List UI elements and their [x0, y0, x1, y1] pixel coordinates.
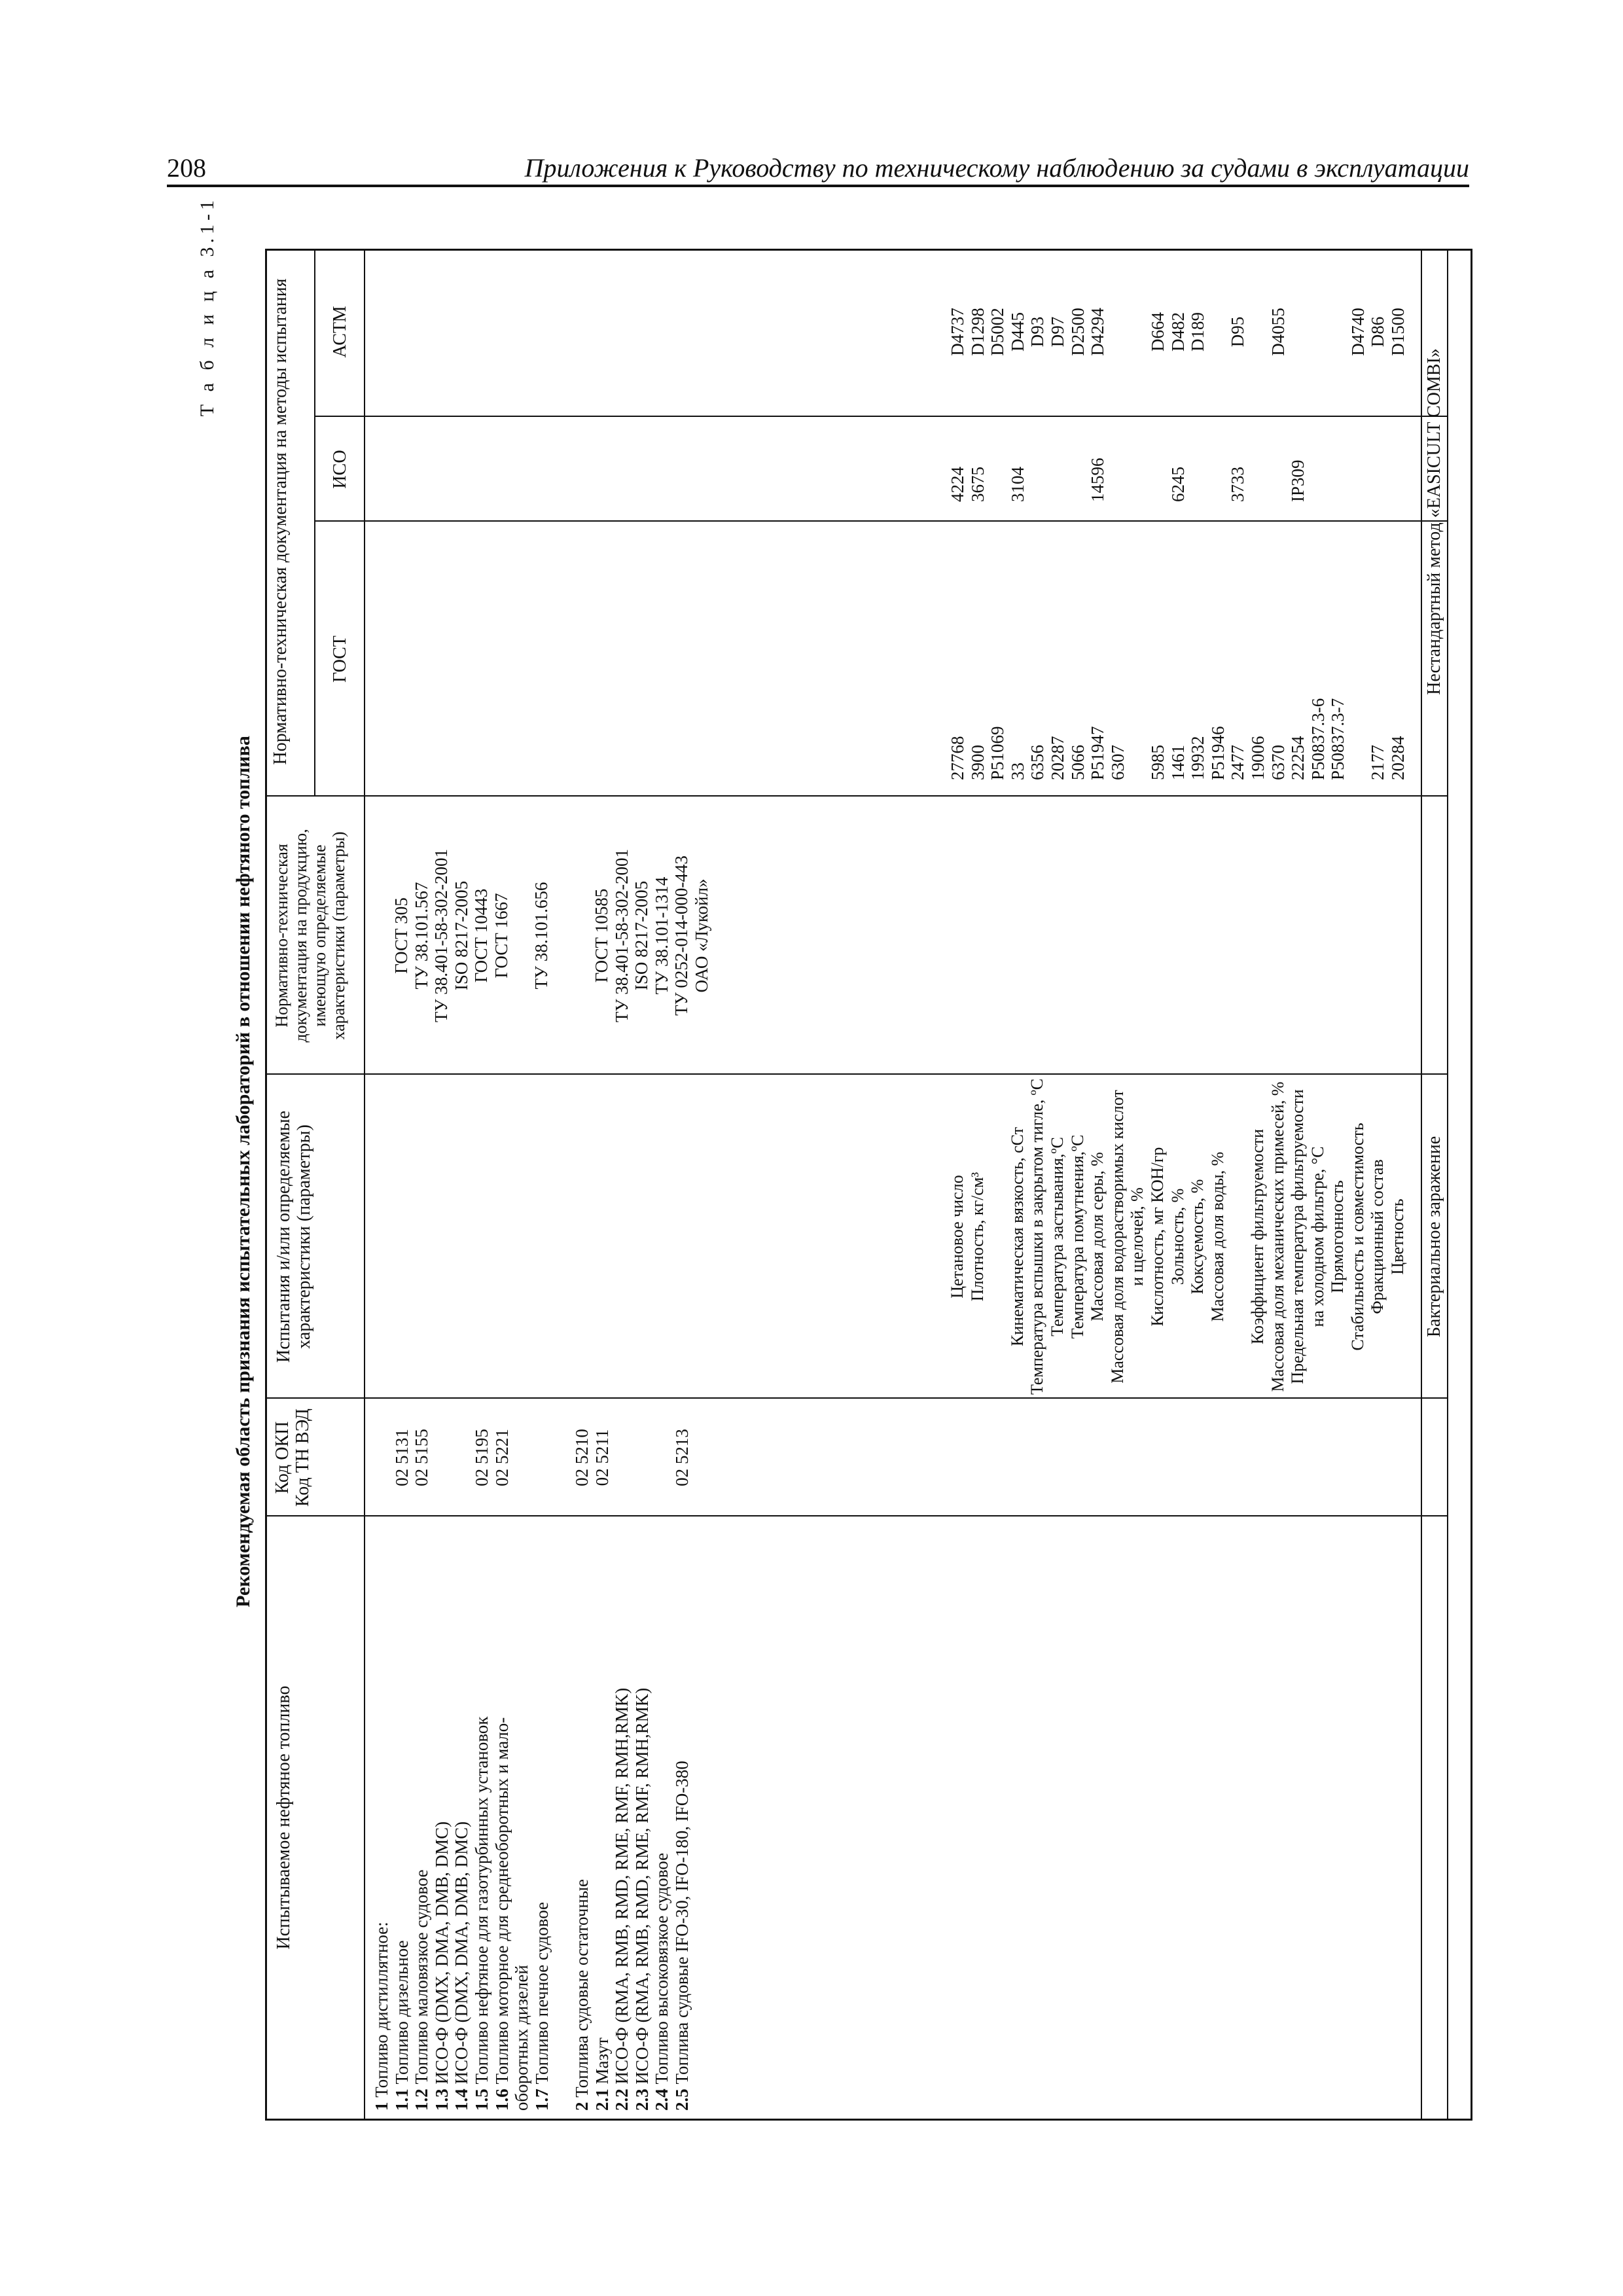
test-item: Температура вспышки в закрытом тигле, ºС	[1027, 1078, 1047, 1395]
iso-item: 3104	[1007, 467, 1027, 502]
doc-item: ОАО «Лукойл»	[691, 878, 711, 993]
test-item: Массовая доля механических примесей, %	[1268, 1081, 1287, 1392]
gost-item: Р50837.3-6	[1308, 698, 1328, 780]
gost-item: 20287	[1047, 736, 1067, 780]
list-item: 2.1 Мазут	[592, 2037, 612, 2111]
astm-item	[1308, 253, 1329, 410]
header-tests: Испытания и/или определяемые характеристики (параметры)	[274, 1111, 314, 1363]
list-item: 1.2 Топливо маловязкое судовое	[412, 1869, 432, 2111]
running-title: Приложения к Руководству по техническому наблюдению за судами в эксплуатации	[524, 153, 1469, 183]
iso-item	[1048, 420, 1068, 502]
header-astm: АСТМ	[330, 306, 350, 358]
column-divider	[267, 795, 1447, 797]
page-number: 208	[167, 153, 206, 183]
doc-item: ТУ 38.101-1314	[651, 876, 671, 995]
code-item: 02 5211	[592, 1429, 612, 1486]
astm-item: D189	[1188, 312, 1208, 351]
iso-item: 6245	[1168, 467, 1188, 502]
gost-item: 2477	[1228, 745, 1248, 780]
gost-item: 1461	[1168, 745, 1188, 780]
code-item: 02 5210	[571, 1429, 592, 1486]
header-divider	[364, 249, 365, 2119]
iso-item	[1108, 420, 1128, 502]
astm-item	[1208, 253, 1228, 410]
iso-item	[1208, 420, 1228, 502]
code-item	[632, 1405, 652, 1510]
astm-item: D86	[1368, 316, 1388, 348]
footer-test: Бактериальное заражение	[1424, 1136, 1444, 1338]
list-item: 1.7 Топливо печное судовое	[531, 1901, 552, 2111]
gost-item: 2177	[1368, 745, 1388, 780]
iso-item: IP309	[1288, 459, 1308, 502]
code-list	[372, 1405, 692, 1510]
footer-divider	[1421, 249, 1422, 2119]
header-code-okp: Код ОКП	[272, 1421, 293, 1494]
test-item	[988, 1076, 1008, 1397]
test-item: Коэффициент фильтруемости	[1247, 1128, 1267, 1345]
astm-item: D4055	[1268, 308, 1288, 356]
gost-item: 22254	[1288, 736, 1308, 780]
doc-item: ISO 8217-2005	[451, 880, 471, 991]
code-item	[372, 1405, 392, 1510]
product-doc-list	[391, 800, 712, 1071]
gost-item: 20284	[1388, 736, 1408, 780]
astm-item: D482	[1168, 312, 1188, 351]
code-item: 02 5213	[671, 1429, 692, 1486]
gost-item	[1348, 525, 1368, 780]
astm-item	[1128, 253, 1148, 410]
code-item	[532, 1405, 552, 1510]
astm-item: D1500	[1388, 308, 1408, 356]
doc-item: ISO 8217-2005	[632, 880, 652, 991]
column-divider	[314, 520, 1447, 522]
gost-item: Р51947	[1088, 726, 1108, 780]
column-divider	[267, 1515, 1447, 1516]
iso-item	[1248, 420, 1268, 502]
header-rule	[167, 185, 1469, 187]
astm-item: D4740	[1347, 308, 1368, 356]
code-item	[652, 1405, 672, 1510]
code-item: 02 5195	[471, 1429, 491, 1486]
fuel-list	[372, 1688, 692, 2111]
code-item	[552, 1405, 572, 1510]
astm-item: D95	[1228, 316, 1248, 348]
test-item: Кислотность, мг КОН/гр	[1147, 1147, 1167, 1327]
test-item: Предельная температура фильтруемости	[1288, 1089, 1308, 1384]
astm-list	[948, 253, 1408, 410]
table-label: Т а б л и ц а 3.1-1	[196, 196, 218, 417]
gost-item: 33	[1007, 762, 1027, 780]
astm-item: D445	[1007, 312, 1027, 351]
astm-item	[1328, 253, 1348, 410]
doc-item: ГОСТ 10443	[471, 888, 491, 983]
iso-item	[1068, 420, 1088, 502]
doc-item: ТУ 38.401-58-302-2001	[431, 848, 452, 1023]
astm-item: D4737	[948, 308, 967, 356]
doc-item	[512, 800, 532, 1071]
list-item: 2 Топлива судовые остаточные	[571, 1879, 592, 2111]
list-item: 2.2 ИСО-Ф (RMA, RMB, RMD, RME, RMF, RMH,RMK)	[612, 1687, 632, 2111]
test-item: Массовая доля серы, %	[1088, 1152, 1107, 1321]
gost-item	[1128, 525, 1148, 780]
astm-item: D664	[1147, 312, 1168, 351]
iso-item: 14596	[1088, 457, 1108, 502]
gost-item: 6370	[1268, 745, 1288, 780]
iso-item: 3675	[967, 467, 988, 502]
iso-item	[1128, 420, 1148, 502]
iso-item: 3733	[1228, 467, 1248, 502]
gost-item: 19006	[1247, 736, 1268, 780]
gost-item: Р51946	[1207, 726, 1228, 780]
table-title: Рекомендуемая область признания испытательных лабораторий в отношении нефтяного топлива	[232, 736, 254, 1607]
astm-item: D4294	[1088, 308, 1108, 356]
header-code-tn: Код ТН ВЭД	[293, 1408, 313, 1507]
header-docs-product: Нормативно-техническая документация на продукцию, имеющую определяемые характеристики (параметры)	[272, 829, 348, 1043]
iso-item	[1148, 420, 1168, 502]
gost-item: 6356	[1027, 745, 1048, 780]
iso-item	[1268, 420, 1289, 502]
iso-item	[1027, 420, 1048, 502]
doc-item: ТУ 0252-014-000-443	[671, 855, 692, 1016]
test-list	[948, 1076, 1408, 1397]
test-item: и щелочей, %	[1128, 1187, 1147, 1286]
code-item	[452, 1405, 472, 1510]
code-item: 02 5131	[391, 1429, 412, 1486]
test-item: Прямогонность	[1328, 1180, 1347, 1293]
footer-method: Нестандартный метод «EASICULT COMBI»	[1424, 348, 1444, 695]
column-divider	[267, 1073, 1447, 1075]
iso-item	[988, 420, 1008, 502]
astm-item: D97	[1047, 316, 1067, 348]
header-fuel: Испытываемое нефтяное топливо	[274, 1685, 294, 1950]
list-item: 1.6 Топливо моторное для среднеоборотных и мало-	[491, 1717, 512, 2111]
gost-item: 6307	[1107, 745, 1128, 780]
test-item: Массовая доля воды, %	[1207, 1151, 1227, 1322]
test-item: Температура застывания,ºС	[1047, 1137, 1067, 1336]
gost-item: 5066	[1067, 745, 1088, 780]
astm-item	[1248, 253, 1268, 410]
gost-item: 3900	[967, 745, 988, 780]
fuel-table	[265, 249, 1472, 2121]
iso-item: 4224	[948, 467, 967, 502]
code-item: 02 5221	[491, 1429, 512, 1486]
list-item: 1.4 ИСО-Ф (DMX, DMA, DMB, DMC)	[452, 1821, 472, 2111]
list-item: 1.5 Топливо нефтяное для газотурбинных установок	[471, 1716, 491, 2111]
test-item: на холодном фильтре, °С	[1308, 1146, 1327, 1327]
test-item: Кинематическая вязкость, сСт	[1007, 1127, 1027, 1346]
test-item	[1228, 1076, 1248, 1397]
list-item: 2.5 Топлива судовые IFO-30, IFO-180, IFO-380	[671, 1761, 692, 2111]
test-item: Температура помутнения,ºС	[1067, 1134, 1087, 1339]
test-item: Фракционный состав	[1368, 1159, 1387, 1314]
doc-item: ТУ 38.401-58-302-2001	[611, 848, 632, 1023]
list-item: 2.3 ИСО-Ф (RMA, RMB, RMD, RME, RMF, RMH,RMK)	[632, 1687, 652, 2111]
test-item: Зольность, %	[1168, 1188, 1187, 1285]
astm-item	[1108, 253, 1128, 410]
code-item	[512, 1405, 532, 1510]
doc-item: ТУ 38.101.567	[411, 882, 431, 990]
header-gost: ГОСТ	[330, 636, 350, 683]
list-item: 1 Топливо дистиллятное:	[372, 1922, 391, 2111]
astm-item	[1288, 253, 1308, 410]
astm-item: D1298	[967, 308, 988, 356]
test-item: Цветность	[1388, 1198, 1408, 1275]
gost-item: Р51069	[988, 726, 1008, 780]
gost-item: 5985	[1147, 745, 1168, 780]
footer-divider	[1447, 249, 1448, 2119]
gost-item: Р50837.3-7	[1328, 698, 1348, 780]
list-item: 1.3 ИСО-Ф (DMX, DMA, DMB, DMC)	[431, 1821, 452, 2111]
doc-item	[552, 800, 572, 1071]
list-item: 2.4 Топливо высоковязкое судовое	[652, 1852, 672, 2111]
gost-item: 27768	[948, 736, 967, 780]
doc-item	[571, 800, 592, 1071]
column-divider	[267, 1397, 1447, 1399]
list-item	[552, 1688, 572, 2111]
test-item: Массовая доля водорастворимых кислот	[1107, 1090, 1127, 1384]
astm-item: D5002	[988, 308, 1008, 356]
test-item: Стабильность и совместимость	[1347, 1122, 1367, 1351]
list-item: оборотных дизелей	[512, 1965, 532, 2111]
header-divider	[314, 249, 315, 797]
astm-item: D2500	[1067, 308, 1088, 356]
test-item: Плотность, кг/см³	[967, 1172, 987, 1302]
doc-item: ГОСТ 305	[391, 897, 411, 974]
list-item: 1.1 Топливо дизельное	[391, 1940, 412, 2111]
astm-item: D93	[1027, 316, 1048, 348]
gost-list	[948, 525, 1408, 780]
header-iso: ИСО	[330, 450, 350, 489]
code-item: 02 5155	[412, 1429, 432, 1486]
gost-item: 19932	[1188, 736, 1208, 780]
iso-item	[1188, 420, 1208, 502]
code-item	[612, 1405, 632, 1510]
test-item: Коксуемость, %	[1188, 1179, 1207, 1295]
doc-item: ГОСТ 1667	[491, 893, 511, 978]
header-docs-methods: Нормативно-техническая документация на методы испытания	[270, 278, 291, 765]
page-header	[167, 152, 1469, 189]
code-item	[432, 1405, 452, 1510]
doc-item: ГОСТ 10585	[591, 888, 611, 983]
test-item: Цетановое число	[948, 1175, 967, 1299]
doc-item: ТУ 38.101.656	[531, 882, 552, 990]
rotated-table-area	[196, 196, 1479, 2147]
iso-list	[948, 420, 1308, 502]
column-divider	[314, 416, 1447, 417]
